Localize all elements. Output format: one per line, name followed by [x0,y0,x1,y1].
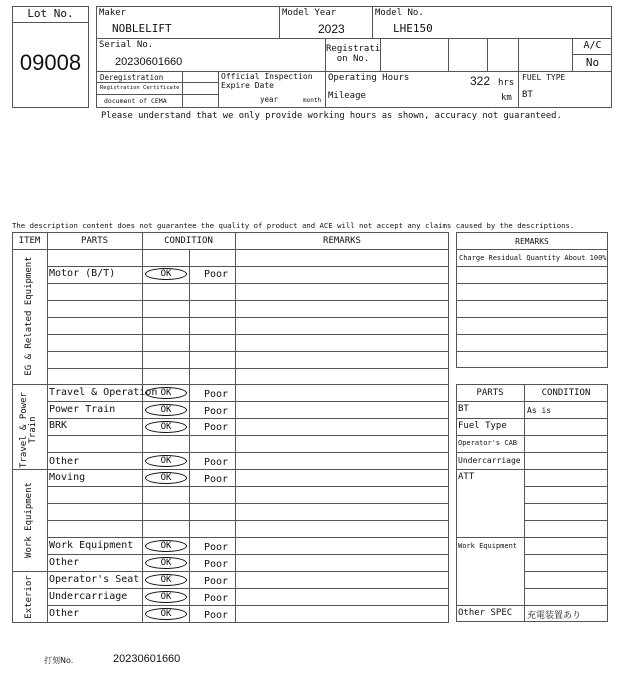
header-condition: CONDITION [164,236,213,246]
poor-operators-seat[interactable]: Poor [204,576,229,587]
ok-work-equipment[interactable]: OK [145,540,187,552]
ac-label: A/C [583,40,602,51]
operating-hours-label: Operating Hours [328,73,410,83]
km-unit: km [501,93,512,103]
poor-power-train[interactable]: Poor [204,406,229,417]
part-exterior-other: Other [49,608,80,619]
year-label: year [260,95,279,104]
ac-value: No [585,56,600,69]
header-remarks: REMARKS [323,236,361,246]
fuel-type-row-label: Fuel Type [458,421,507,431]
part-moving: Moving [49,472,86,483]
condition-header: CONDITION [541,388,591,398]
poor-work-other[interactable]: Poor [204,559,229,570]
poor-travel-operation[interactable]: Poor [204,389,229,400]
registration-label: Registrati on No. [326,44,381,64]
ok-work-other[interactable]: OK [145,557,187,569]
remarks-charge: Charge Residual Quantity About 100% [459,254,607,262]
ok-power-train[interactable]: OK [145,404,187,416]
undercarriage-label: Undercarriage [458,456,521,465]
reg-certificate-label: Registration Certificate [100,85,180,91]
poor-exterior-other[interactable]: Poor [204,610,229,621]
work-equipment-label: Work Equipment [458,542,518,550]
deregistration-label: Deregistration [100,73,164,82]
parts-header: PARTS [476,388,504,398]
other-spec-value: 充電装置あり [527,611,582,621]
maker-value: NOBLELIFT [112,22,172,35]
part-work-other: Other [49,557,80,568]
ok-undercarriage[interactable]: OK [145,591,187,603]
group-eg-related-equipment: EG & Related Equipment [24,256,34,376]
model-no-label: Model No. [375,8,424,18]
model-year-value: 2023 [318,22,345,36]
stamp-value: 20230601660 [113,653,181,665]
ok-travel-other[interactable]: OK [145,455,187,467]
lot-number: 09008 [19,50,82,75]
bt-condition: As is [527,406,552,415]
part-motor: Motor (B/T) [49,268,116,279]
remarks-header: REMARKS [515,237,549,246]
part-travel-operation: Travel & Operation [49,387,158,398]
operator-cab-label: Operator's CAB [458,439,518,447]
part-work-equipment: Work Equipment [49,540,134,551]
part-brk: BRK [49,420,68,431]
ok-brk[interactable]: OK [145,421,187,433]
ok-operators-seat[interactable]: OK [145,574,187,586]
poor-brk[interactable]: Poor [204,422,229,433]
hrs-unit: hrs [498,78,515,88]
part-travel-other: Other [49,456,80,467]
group-work-equipment: Work Equipment [24,482,34,558]
serial-value: 20230601660 [115,56,183,68]
part-undercarriage: Undercarriage [49,591,128,602]
description-notice: The description content does not guarantee the quality of product and ACE will not accept any claims caused by the descriptions. [12,221,575,230]
group-travel-power-train: Travel & Power Train [19,392,38,468]
maker-label: Maker [99,8,127,18]
fuel-type-label: FUEL TYPE [522,73,566,82]
ok-travel-operation[interactable]: OK [145,387,187,399]
ok-exterior-other[interactable]: OK [145,608,187,620]
header-item: ITEM [18,236,41,246]
stamp-label: 打刻No. [44,656,74,665]
serial-label: Serial No. [99,40,154,50]
inspection-label: Official Inspection Expire Date [221,72,313,90]
bt-label: BT [458,404,469,414]
ok-motor[interactable]: OK [145,268,187,280]
other-spec-label: Other SPEC [458,608,513,618]
poor-motor[interactable]: Poor [204,269,229,280]
part-operators-seat: Operator's Seat [49,574,140,585]
hours-notice: Please understand that we only provide working hours as shown, accuracy not guaranteed. [101,111,562,121]
ok-moving[interactable]: OK [145,472,187,484]
part-power-train: Power Train [49,404,116,415]
att-label: ATT [458,472,475,482]
poor-work-equipment[interactable]: Poor [204,542,229,553]
poor-travel-other[interactable]: Poor [204,457,229,468]
mileage-label: Mileage [328,91,366,101]
header-parts: PARTS [80,236,109,246]
lot-label: Lot No. [27,7,74,20]
model-year-label: Model Year [282,8,337,18]
month-label: month [303,97,322,104]
poor-undercarriage[interactable]: Poor [204,593,229,604]
fuel-type-value: BT [522,90,533,100]
model-no-value: LHE150 [393,22,433,35]
cema-label: document of CEMA [104,97,167,105]
poor-moving[interactable]: Poor [204,474,229,485]
group-exterior: Exterior [24,575,34,619]
operating-hours-value: 322 [470,74,491,88]
